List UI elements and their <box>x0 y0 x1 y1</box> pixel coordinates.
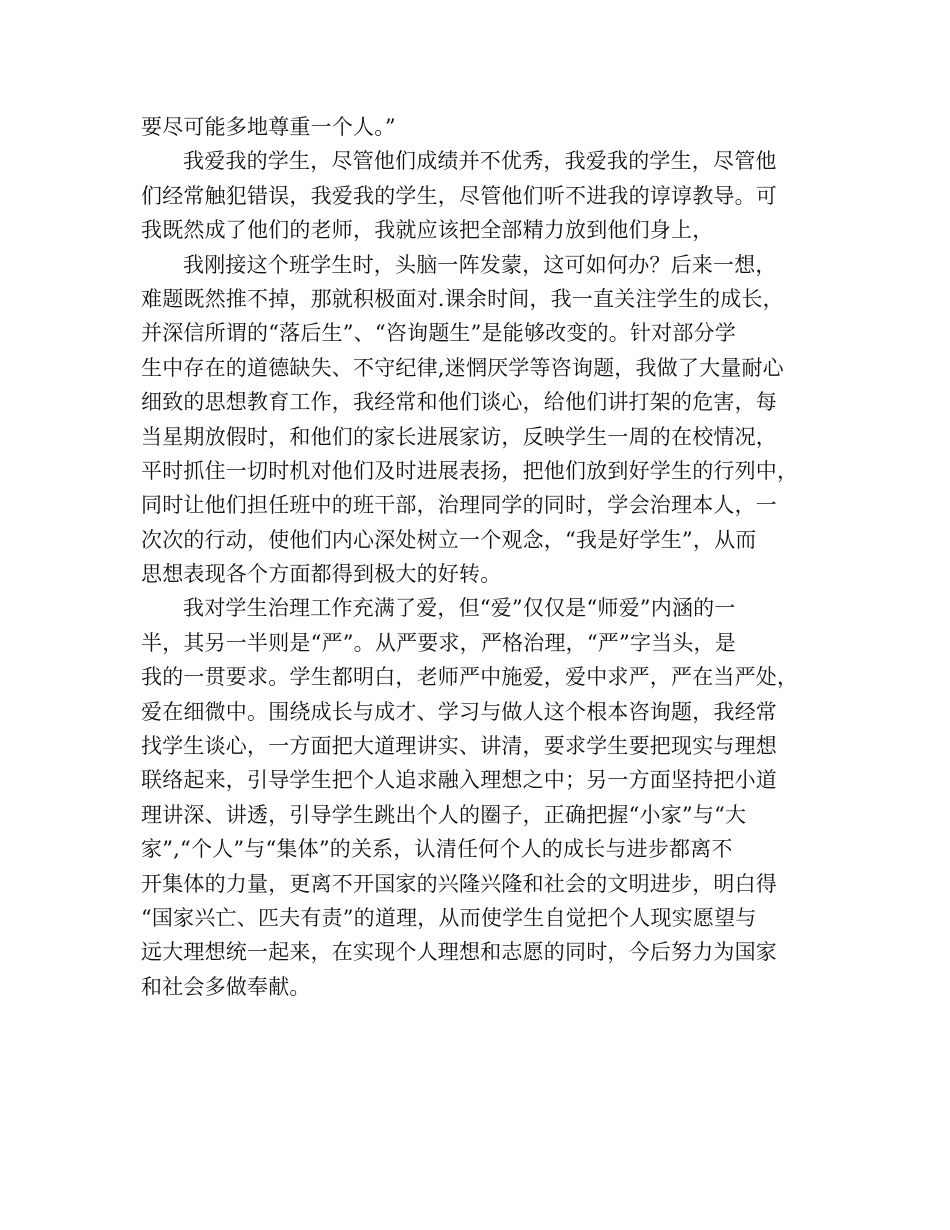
text-line: 同时让他们担任班中的班干部，治理同学的同时，学会治理本人，一 <box>141 493 777 518</box>
text-line: 我爱我的学生，尽管他们成绩并不优秀，我爱我的学生，尽管他 <box>183 149 777 174</box>
text-line: 理讲深、讲透，引导学生跳出个人的圈子，正确把握“小家”与“大 <box>141 802 747 827</box>
text-line: 当星期放假时，和他们的家长进展家访，反映学生一周的在校情况， <box>141 424 777 449</box>
text-line: 半，其另一半则是“严”。从严要求，严格治理，“严”字当头，是 <box>141 630 736 655</box>
paragraph <box>141 144 831 247</box>
text-line: 我的一贯要求。学生都明白，老师严中施爱，爱中求严，严在当严处， <box>141 665 799 690</box>
text-line: 并深信所谓的“落后生”、“咨询题生”是能够改变的。针对部分学 <box>141 321 736 346</box>
text-line: 联络起来，引导学生把个人追求融入理想之中；另一方面坚持把小道 <box>141 768 777 793</box>
text-line: 家”,“个人”与“集体”的关系，认清任何个人的成长与进步都离不 <box>141 837 733 862</box>
text-line: 们经常触犯错误，我爱我的学生，尽管他们听不进我的谆谆教导。可 <box>141 183 777 208</box>
paragraph <box>141 110 831 144</box>
text-line: “国家兴亡、匹夫有责”的道理，从而使学生自觉把个人现实愿望与 <box>141 905 757 930</box>
text-line: 要尽可能多地尊重一个人。” <box>141 115 396 139</box>
text-line: 和社会多做奉献。 <box>141 974 311 999</box>
text-line: 细致的思想教育工作，我经常和他们谈心，给他们讲打架的危害，每 <box>141 390 777 415</box>
text-line: 我既然成了他们的老师，我就应该把全部精力放到他们身上， <box>141 218 714 243</box>
text-line: 找学生谈心，一方面把大道理讲实、讲清，要求学生要把现实与理想 <box>141 734 777 759</box>
text-line: 我刚接这个班学生时，头脑一阵发蒙，这可如何办？后来一想， <box>183 252 777 277</box>
text-line: 开集体的力量，更离不开国家的兴隆兴隆和社会的文明进步，明白得 <box>141 871 777 896</box>
paragraph <box>141 248 831 592</box>
text-line: 我对学生治理工作充满了爱，但“爱”仅仅是“师爱”内涵的一 <box>183 596 736 621</box>
text-line: 生中存在的道德缺失、不守纪律,迷惘厌学等咨询题，我做了大量耐心 <box>141 355 784 380</box>
text-line: 爱在细微中。围绕成长与成才、学习与做人这个根本咨询题，我经常 <box>141 699 777 724</box>
paragraph <box>141 591 831 1004</box>
text-line: 次次的行动，使他们内心深处树立一个观念，“我是好学生”，从而 <box>141 527 757 552</box>
text-line: 平时抓住一切时机对他们及时进展表扬，把他们放到好学生的行列中， <box>141 458 799 483</box>
body-text <box>141 110 831 1004</box>
text-line: 难题既然推不掉，那就积极面对.课余时间，我一直关注学生的成长， <box>141 286 784 311</box>
text-line: 思想表现各个方面都得到极大的好转。 <box>141 562 502 587</box>
text-line: 远大理想统一起来，在实现个人理想和志愿的同时，今后努力为国家 <box>141 940 777 965</box>
